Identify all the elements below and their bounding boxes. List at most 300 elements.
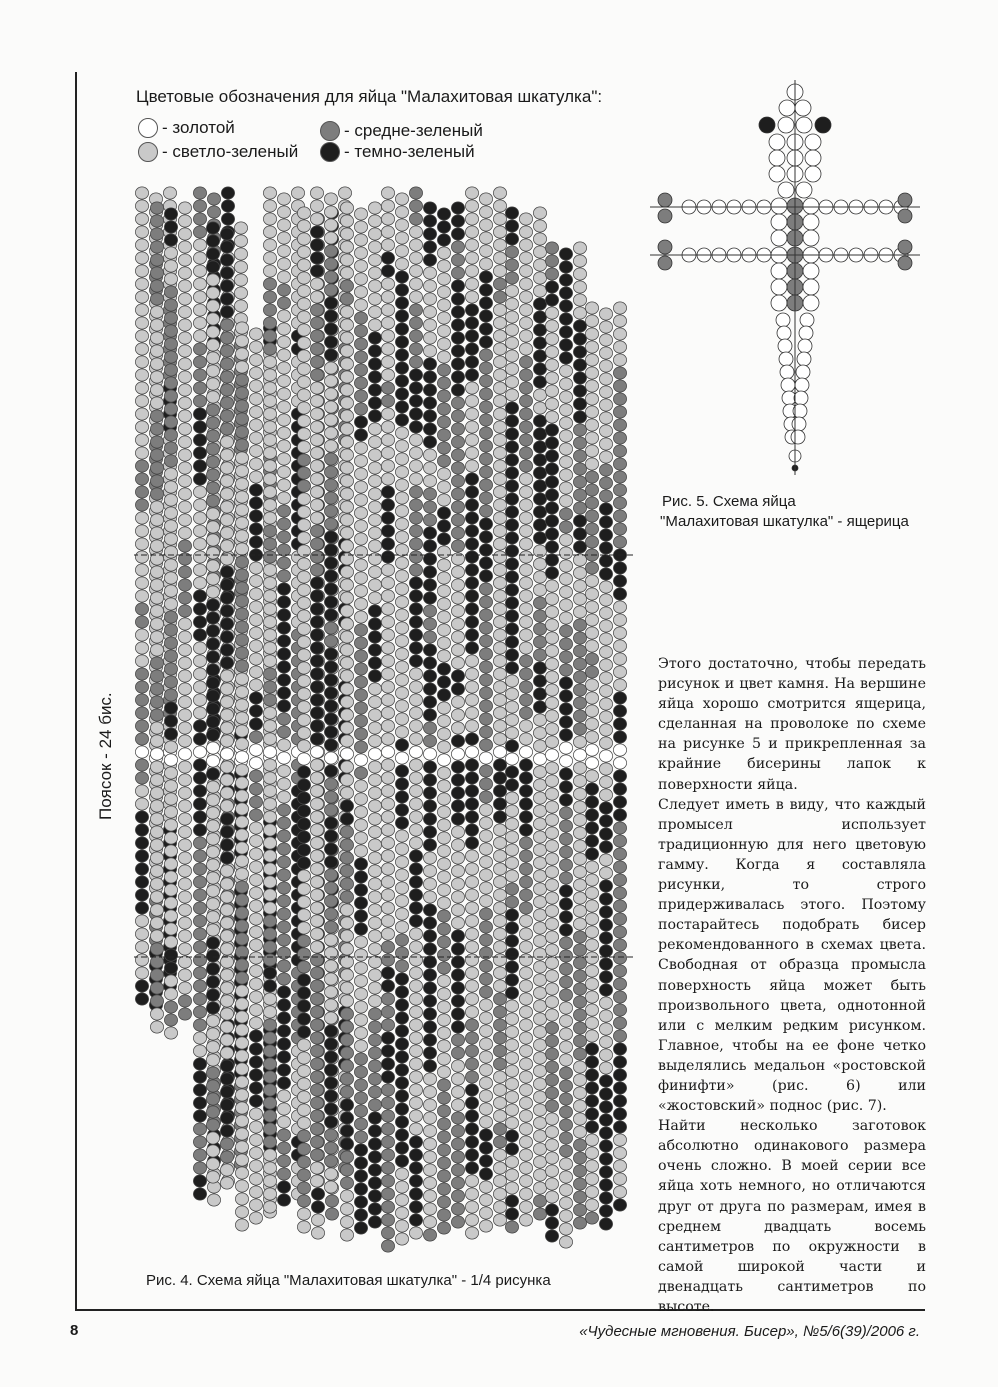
bead xyxy=(310,655,323,667)
bead xyxy=(573,1035,586,1047)
bead xyxy=(533,480,546,492)
bead xyxy=(437,403,450,415)
bead xyxy=(220,306,233,318)
bead xyxy=(206,482,219,494)
bead xyxy=(368,1164,381,1176)
bead xyxy=(381,395,394,407)
bead xyxy=(206,430,219,442)
bead xyxy=(150,891,163,903)
bead xyxy=(545,385,558,397)
bead xyxy=(206,391,219,403)
bead xyxy=(277,765,290,777)
bead xyxy=(479,856,492,868)
bead xyxy=(381,876,394,888)
bead xyxy=(505,870,518,882)
bead xyxy=(451,1060,464,1072)
bead xyxy=(395,1194,408,1206)
bead xyxy=(178,761,191,773)
bead xyxy=(423,852,436,864)
bead xyxy=(613,1004,626,1016)
bead xyxy=(423,709,436,721)
bead xyxy=(545,1217,558,1229)
bead xyxy=(310,1175,323,1187)
bead xyxy=(263,239,276,251)
bead xyxy=(573,710,586,722)
bead xyxy=(493,681,506,693)
bead xyxy=(585,523,598,535)
bead xyxy=(545,645,558,657)
bead xyxy=(354,754,367,766)
bead xyxy=(451,202,464,214)
bead xyxy=(545,1204,558,1216)
bead xyxy=(368,1086,381,1098)
bead xyxy=(193,304,206,316)
bead xyxy=(277,544,290,556)
bead xyxy=(135,889,148,901)
bead xyxy=(277,830,290,842)
bead xyxy=(178,982,191,994)
bead xyxy=(381,265,394,277)
bead xyxy=(451,670,464,682)
lizard-bead xyxy=(815,117,831,133)
bead xyxy=(559,274,572,286)
bead xyxy=(451,878,464,890)
bead xyxy=(381,967,394,979)
bead xyxy=(310,837,323,849)
bead xyxy=(135,356,148,368)
bead xyxy=(545,762,558,774)
bead xyxy=(599,984,612,996)
bead xyxy=(479,973,492,985)
bead xyxy=(559,495,572,507)
bead xyxy=(395,427,408,439)
bead xyxy=(437,546,450,558)
bead xyxy=(479,739,492,751)
bead xyxy=(354,312,367,324)
lizard-bead xyxy=(771,263,787,279)
bead xyxy=(599,633,612,645)
bead xyxy=(409,330,422,342)
bead xyxy=(297,1065,310,1077)
bead xyxy=(324,362,337,374)
bead xyxy=(395,1025,408,1037)
bead xyxy=(277,401,290,413)
bead xyxy=(545,411,558,423)
bead xyxy=(559,768,572,780)
bead xyxy=(613,874,626,886)
bead xyxy=(150,917,163,929)
bead xyxy=(354,845,367,857)
bead xyxy=(368,605,381,617)
bead xyxy=(559,1093,572,1105)
bead xyxy=(340,631,353,643)
bead xyxy=(559,248,572,260)
bead xyxy=(164,416,177,428)
bead xyxy=(206,859,219,871)
bead xyxy=(451,969,464,981)
bead xyxy=(423,254,436,266)
bead xyxy=(135,694,148,706)
bead xyxy=(164,988,177,1000)
bead xyxy=(465,1058,478,1070)
bead xyxy=(263,1045,276,1057)
bead xyxy=(178,423,191,435)
bead xyxy=(235,855,248,867)
bead xyxy=(437,481,450,493)
bead xyxy=(135,395,148,407)
bead xyxy=(368,514,381,526)
bead xyxy=(559,352,572,364)
bead xyxy=(340,995,353,1007)
bead xyxy=(368,1047,381,1059)
bead xyxy=(519,902,532,914)
legend-label-gold: - золотой xyxy=(162,118,235,137)
bead xyxy=(479,999,492,1011)
bead xyxy=(277,700,290,712)
bead xyxy=(381,1136,394,1148)
bead xyxy=(340,319,353,331)
bead xyxy=(150,527,163,539)
bead xyxy=(505,1000,518,1012)
bead xyxy=(193,564,206,576)
bead xyxy=(505,311,518,323)
bead xyxy=(533,766,546,778)
bead xyxy=(164,273,177,285)
bead xyxy=(354,1001,367,1013)
bead xyxy=(559,703,572,715)
bead xyxy=(423,839,436,851)
bead xyxy=(206,1106,219,1118)
bead xyxy=(465,421,478,433)
bead xyxy=(135,551,148,563)
bead xyxy=(354,1040,367,1052)
bead xyxy=(559,729,572,741)
bead xyxy=(310,473,323,485)
bead xyxy=(395,999,408,1011)
bead xyxy=(437,702,450,714)
bead xyxy=(381,941,394,953)
bead xyxy=(599,490,612,502)
bead xyxy=(409,317,422,329)
bead xyxy=(559,937,572,949)
bead xyxy=(193,798,206,810)
bead xyxy=(559,1210,572,1222)
bead xyxy=(573,775,586,787)
bead xyxy=(409,278,422,290)
bead xyxy=(585,913,598,925)
bead xyxy=(437,611,450,623)
bead xyxy=(368,306,381,318)
bead xyxy=(395,661,408,673)
bead xyxy=(368,1021,381,1033)
bead xyxy=(423,787,436,799)
bead xyxy=(559,1119,572,1131)
bead xyxy=(505,1039,518,1051)
bead xyxy=(451,891,464,903)
bead xyxy=(297,1156,310,1168)
bead xyxy=(368,722,381,734)
lizard-bead xyxy=(803,198,819,214)
bead xyxy=(178,397,191,409)
bead xyxy=(193,980,206,992)
bead xyxy=(235,374,248,386)
bead xyxy=(519,421,532,433)
bead xyxy=(310,564,323,576)
bead xyxy=(220,826,233,838)
bead xyxy=(423,306,436,318)
bead xyxy=(395,440,408,452)
bead xyxy=(585,666,598,678)
bead xyxy=(613,692,626,704)
bead xyxy=(585,497,598,509)
bead xyxy=(324,804,337,816)
bead xyxy=(479,752,492,764)
bead xyxy=(193,408,206,420)
bead xyxy=(311,1227,324,1239)
bead xyxy=(150,293,163,305)
bead xyxy=(519,655,532,667)
bead xyxy=(493,265,506,277)
bead xyxy=(479,1064,492,1076)
bead xyxy=(164,676,177,688)
bead xyxy=(164,819,177,831)
bead xyxy=(249,835,262,847)
bead xyxy=(206,638,219,650)
bead xyxy=(135,993,148,1005)
bead xyxy=(235,322,248,334)
bead xyxy=(559,365,572,377)
bead xyxy=(164,962,177,974)
bead xyxy=(559,326,572,338)
bead xyxy=(409,733,422,745)
bead xyxy=(310,681,323,693)
bead xyxy=(164,455,177,467)
bead xyxy=(220,956,233,968)
bead xyxy=(340,852,353,864)
bead xyxy=(340,748,353,760)
bead xyxy=(381,1175,394,1187)
bead xyxy=(249,614,262,626)
bead xyxy=(206,794,219,806)
bead xyxy=(409,1188,422,1200)
bead xyxy=(437,1040,450,1052)
bead xyxy=(409,395,422,407)
bead xyxy=(613,1043,626,1055)
bead xyxy=(354,975,367,987)
bead xyxy=(599,399,612,411)
bead xyxy=(324,661,337,673)
bead xyxy=(479,882,492,894)
bead xyxy=(519,889,532,901)
bead xyxy=(613,1199,626,1211)
bead xyxy=(206,898,219,910)
bead xyxy=(164,949,177,961)
bead xyxy=(150,826,163,838)
bead xyxy=(220,839,233,851)
bead xyxy=(354,988,367,1000)
bead xyxy=(519,317,532,329)
bead xyxy=(573,658,586,670)
bead xyxy=(409,551,422,563)
bead xyxy=(519,239,532,251)
bead xyxy=(150,462,163,474)
bead xyxy=(423,1086,436,1098)
bead xyxy=(505,376,518,388)
bead xyxy=(423,670,436,682)
bead xyxy=(533,792,546,804)
bead xyxy=(573,1139,586,1151)
bead xyxy=(585,1121,598,1133)
bead xyxy=(178,475,191,487)
bead xyxy=(235,530,248,542)
bead xyxy=(310,187,323,199)
bead xyxy=(135,226,148,238)
bead xyxy=(519,850,532,862)
bead xyxy=(395,479,408,491)
bead xyxy=(585,380,598,392)
bead xyxy=(206,261,219,273)
bead xyxy=(519,798,532,810)
bead xyxy=(354,338,367,350)
bead xyxy=(249,952,262,964)
bead xyxy=(220,527,233,539)
bead xyxy=(368,761,381,773)
bead xyxy=(324,817,337,829)
bead xyxy=(193,226,206,238)
bead xyxy=(573,840,586,852)
bead xyxy=(324,427,337,439)
bead xyxy=(479,453,492,465)
bead xyxy=(493,525,506,537)
bead xyxy=(493,1097,506,1109)
bead xyxy=(178,631,191,643)
bead xyxy=(310,1071,323,1083)
bead xyxy=(324,856,337,868)
bead xyxy=(613,562,626,574)
bead xyxy=(220,592,233,604)
bead xyxy=(164,806,177,818)
bead xyxy=(220,1008,233,1020)
bead xyxy=(150,683,163,695)
bead xyxy=(451,1164,464,1176)
bead xyxy=(310,785,323,797)
bead xyxy=(368,215,381,227)
bead xyxy=(533,1065,546,1077)
bead xyxy=(599,724,612,736)
bead xyxy=(599,1166,612,1178)
bead xyxy=(437,1144,450,1156)
bead xyxy=(277,986,290,998)
bead xyxy=(599,672,612,684)
bead xyxy=(585,354,598,366)
bead xyxy=(263,707,276,719)
bead xyxy=(423,943,436,955)
bead xyxy=(505,753,518,765)
bead xyxy=(395,1129,408,1141)
bead xyxy=(235,959,248,971)
bead xyxy=(519,642,532,654)
bead xyxy=(573,554,586,566)
bead xyxy=(206,950,219,962)
bead xyxy=(206,1028,219,1040)
bead xyxy=(465,811,478,823)
bead xyxy=(599,893,612,905)
bead xyxy=(613,861,626,873)
bead xyxy=(465,1175,478,1187)
bead xyxy=(354,455,367,467)
bead xyxy=(178,904,191,916)
bead xyxy=(585,432,598,444)
bead xyxy=(193,967,206,979)
bead xyxy=(340,501,353,513)
bead xyxy=(263,395,276,407)
bead xyxy=(573,372,586,384)
bead xyxy=(324,1116,337,1128)
bead xyxy=(193,707,206,719)
bead xyxy=(354,234,367,246)
bead xyxy=(465,1110,478,1122)
bead xyxy=(354,715,367,727)
bead xyxy=(613,497,626,509)
bead xyxy=(585,874,598,886)
bead xyxy=(220,800,233,812)
bead xyxy=(533,1039,546,1051)
bead xyxy=(220,280,233,292)
bead xyxy=(277,258,290,270)
bead xyxy=(479,375,492,387)
bead xyxy=(479,271,492,283)
bead xyxy=(310,395,323,407)
bead xyxy=(533,1195,546,1207)
bead xyxy=(263,928,276,940)
bead xyxy=(206,235,219,247)
bead xyxy=(505,1078,518,1090)
bead xyxy=(381,577,394,589)
bead xyxy=(193,1084,206,1096)
bead xyxy=(263,837,276,849)
bead xyxy=(479,570,492,582)
bead xyxy=(505,454,518,466)
bead xyxy=(249,1095,262,1107)
lizard-bead xyxy=(803,230,819,246)
bead xyxy=(354,637,367,649)
bead xyxy=(354,962,367,974)
bead xyxy=(409,1201,422,1213)
bead xyxy=(263,902,276,914)
bead xyxy=(150,345,163,357)
bead xyxy=(178,618,191,630)
bead xyxy=(573,788,586,800)
bead xyxy=(465,252,478,264)
bead xyxy=(395,193,408,205)
bead xyxy=(206,495,219,507)
bead xyxy=(479,1103,492,1115)
bead xyxy=(545,320,558,332)
bead xyxy=(368,254,381,266)
bead xyxy=(533,389,546,401)
bead xyxy=(493,447,506,459)
bead xyxy=(519,1162,532,1174)
bead xyxy=(324,1181,337,1193)
bead xyxy=(235,595,248,607)
bead xyxy=(451,735,464,747)
bead xyxy=(249,913,262,925)
bead xyxy=(559,573,572,585)
bead xyxy=(559,469,572,481)
bead xyxy=(613,575,626,587)
bead xyxy=(206,586,219,598)
bead xyxy=(559,1028,572,1040)
